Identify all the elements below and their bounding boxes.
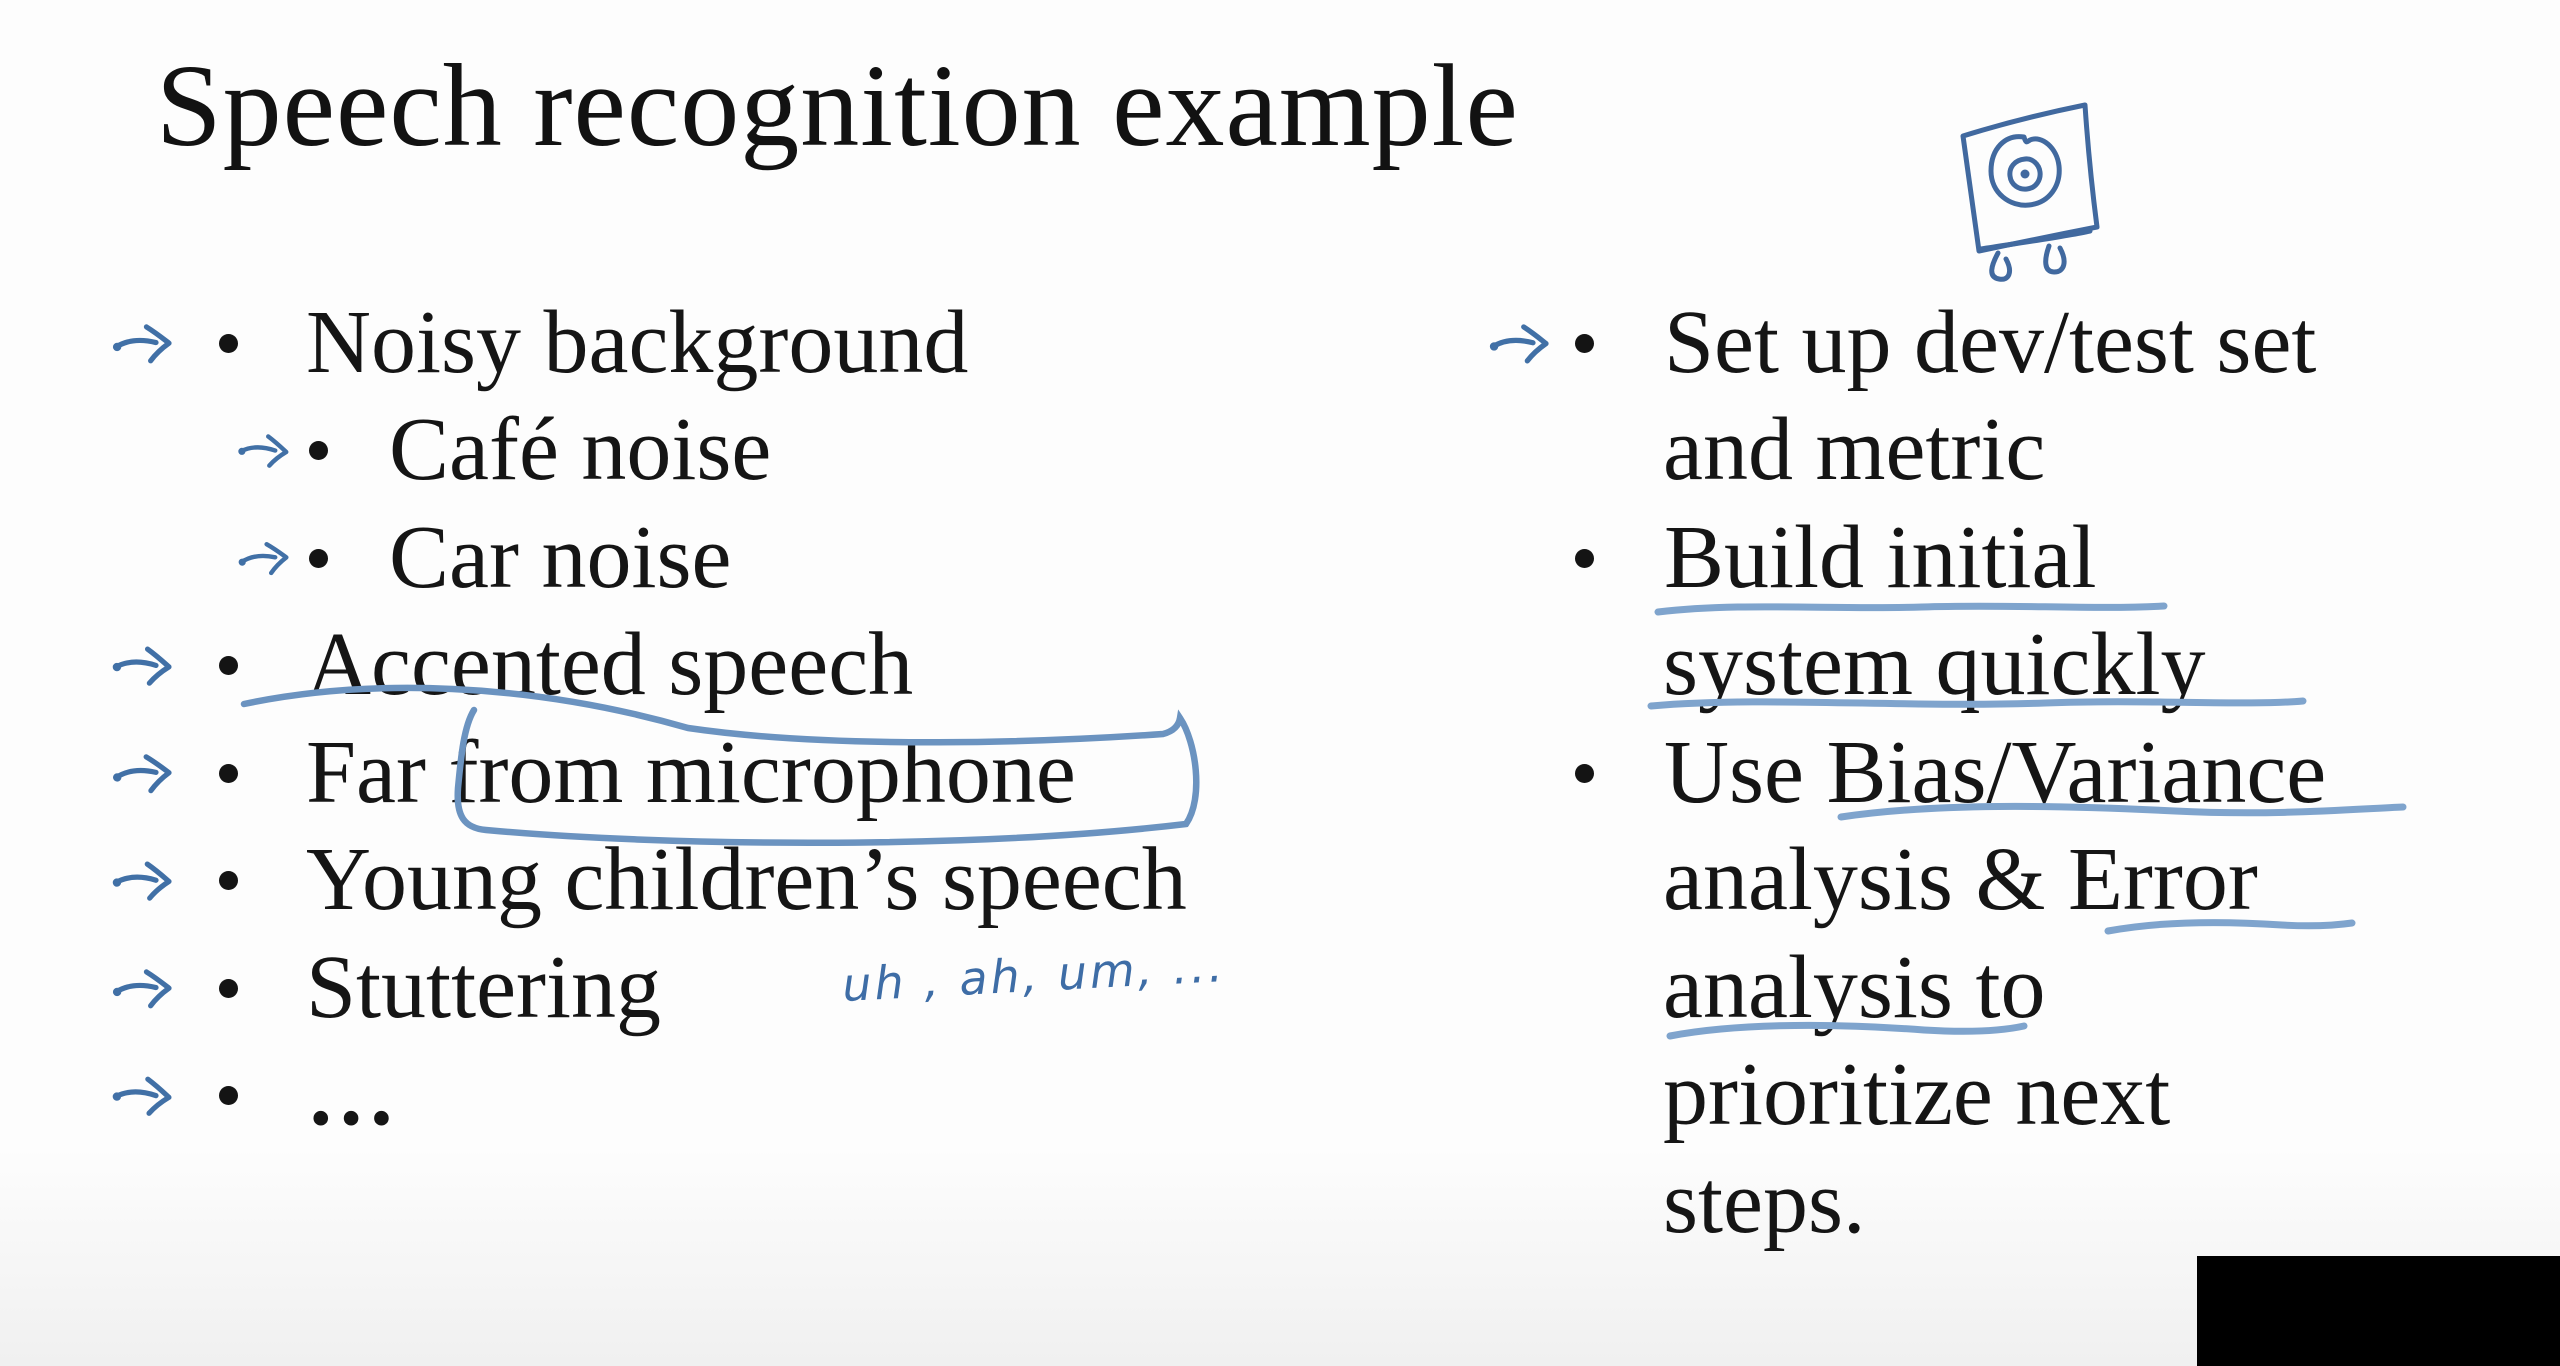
list-item-label: prioritize next (1663, 1045, 2171, 1144)
bullet-dot (1575, 334, 1594, 353)
bullet-dot (219, 334, 238, 353)
list-item-label: Far from microphone (306, 723, 1076, 822)
list-item-far-from-microphone (110, 723, 1076, 823)
page-title: Speech recognition example (156, 40, 1519, 171)
pen-arrow-icon (109, 641, 179, 689)
list-item-setup-devtest-line2 (1663, 400, 2045, 500)
list-item-label: Build initial (1664, 508, 2097, 607)
bullet-dot (219, 871, 238, 890)
target-board-doodle-icon (1936, 80, 2111, 285)
bullet-dot (219, 979, 238, 998)
list-item-label: steps. (1663, 1153, 1866, 1252)
list-item-steps (1663, 1153, 1866, 1253)
pen-arrow-icon (110, 856, 179, 903)
list-item-label: Set up dev/test set (1664, 293, 2317, 392)
list-item-label: Café noise (389, 400, 772, 499)
pen-arrow-icon (109, 748, 179, 797)
list-item-cafe-noise (236, 400, 771, 500)
bullet-dot (219, 764, 238, 783)
list-item-label: … (306, 1045, 404, 1144)
black-corner-overlay (2197, 1256, 2560, 1366)
list-item-setup-devtest (1486, 293, 2316, 393)
list-item-ellipsis (110, 1045, 404, 1145)
list-item-noisy-background (110, 293, 968, 393)
pen-arrow-icon (1486, 319, 1557, 366)
bullet-dot (219, 1086, 238, 1105)
bullet-dot (309, 549, 328, 568)
bullet-dot (1575, 549, 1594, 568)
pen-arrow-icon (235, 536, 296, 580)
list-item-label: Use Bias/Variance (1664, 723, 2327, 822)
list-item-label: and metric (1663, 400, 2046, 499)
pen-arrow-icon (109, 1070, 179, 1119)
list-item-build-initial (1575, 508, 2097, 608)
list-item-car-noise (236, 508, 731, 608)
bullet-dot (1575, 764, 1594, 783)
list-item-label: analysis to (1663, 938, 2046, 1037)
list-item-label: Accented speech (306, 615, 914, 714)
pen-arrow-icon (109, 319, 179, 367)
bullet-dot (219, 656, 238, 675)
list-item-build-initial-line2 (1663, 615, 2205, 715)
list-item-prioritize-next (1663, 1045, 2170, 1145)
list-item-label: analysis & Error (1663, 830, 2258, 929)
list-item-label: system quickly (1663, 615, 2206, 714)
list-item-young-childrens-speech (110, 830, 1187, 930)
list-item-analysis-to (1663, 938, 2045, 1038)
list-item-label: Noisy background (306, 293, 969, 392)
handwritten-note: uh , ah, um, ... (840, 937, 1227, 1013)
list-item-stuttering (110, 938, 661, 1038)
list-item-use-bias-variance (1575, 723, 2326, 823)
list-item-analysis-error (1663, 830, 2258, 930)
bullet-dot (309, 441, 328, 460)
pen-arrow-icon (109, 964, 179, 1012)
list-item-accented-speech (110, 615, 913, 715)
list-item-label: Young children’s speech (306, 830, 1187, 929)
list-item-label: Car noise (389, 508, 732, 607)
list-item-label: Stuttering (306, 938, 661, 1037)
pen-arrow-icon (235, 429, 295, 472)
